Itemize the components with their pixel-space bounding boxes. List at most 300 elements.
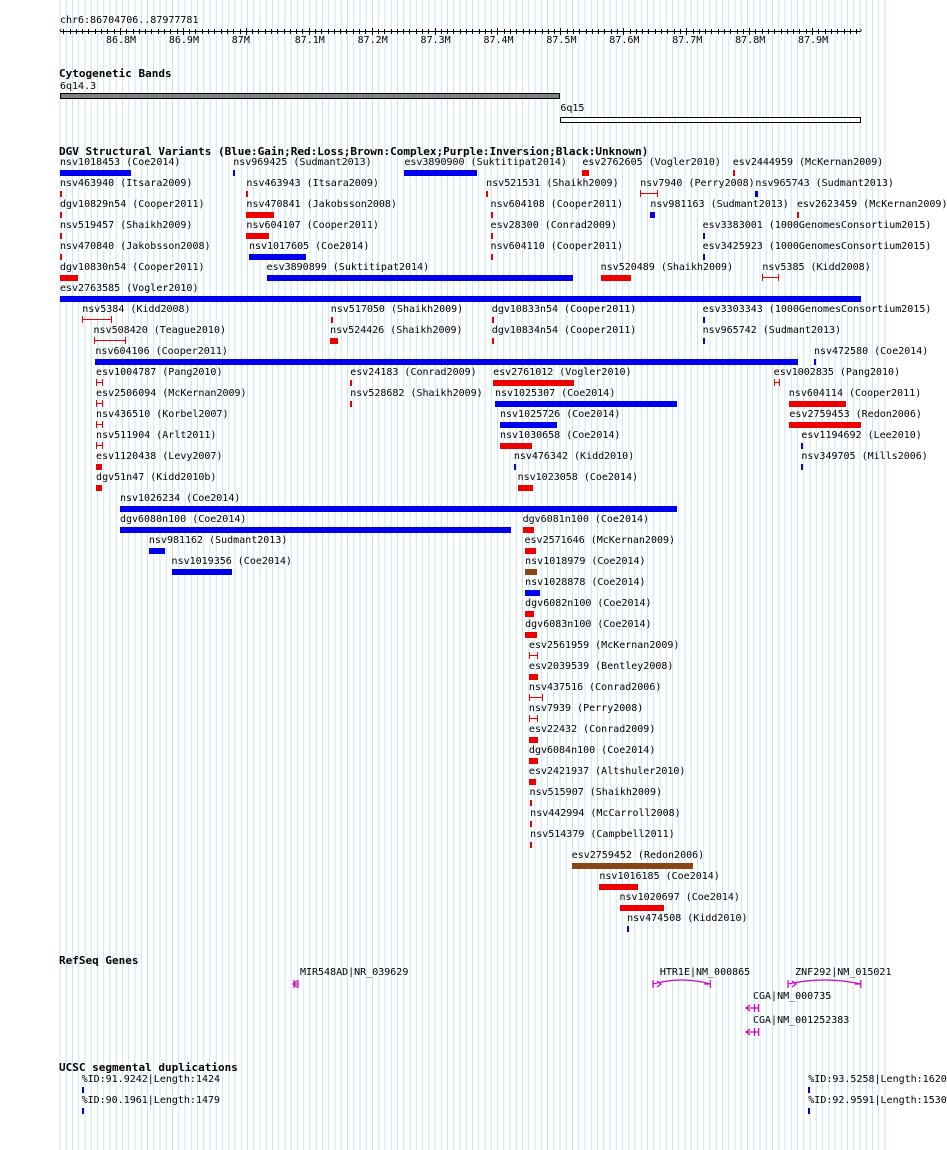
ruler-minor-tick (535, 29, 536, 34)
dgv-feature-label: nsv604107 (Cooper2011) (246, 220, 379, 231)
dgv-feature-label: nsv463943 (Itsara2009) (246, 178, 379, 189)
ruler-minor-tick (787, 29, 788, 34)
dgv-feature-loss[interactable] (789, 422, 861, 428)
dgv-feature-label: nsv470841 (Jakobsson2008) (246, 199, 397, 210)
ruler-minor-tick (189, 29, 190, 34)
dgv-feature-loss[interactable] (492, 317, 494, 323)
ruler-minor-tick (284, 29, 285, 34)
ruler-major-tick (435, 28, 436, 35)
refseq-gene-label: CGA|NM_001252383 (752, 1015, 850, 1026)
dgv-feature-label: dgv10834n54 (Cooper2011) (491, 325, 637, 336)
region-label: chr6:86704706..87977781 (60, 15, 199, 26)
dgv-feature-label: esv3303343 (1000GenomesConsortium2015) (702, 304, 932, 315)
dgv-feature-label: nsv604106 (Cooper2011) (95, 346, 228, 357)
dgv-feature-label: esv2506094 (McKernan2009) (96, 388, 247, 399)
ruler-minor-tick (139, 29, 140, 34)
dgv-feature-loss[interactable] (492, 338, 494, 344)
ruler-minor-tick (479, 29, 480, 34)
dgv-feature-loss[interactable] (350, 380, 352, 386)
dgv-feature-label: nsv1017605 (Coe2014) (248, 241, 370, 252)
dgv-feature-loss[interactable] (620, 905, 664, 911)
dgv-feature-loss[interactable] (60, 233, 62, 239)
dgv-feature-label: nsv1019356 (Coe2014) (171, 556, 292, 567)
ruler-minor-tick (466, 29, 467, 34)
ruler-minor-tick (214, 29, 215, 34)
dgv-feature-gain[interactable] (404, 170, 476, 176)
dgv-feature-gain[interactable] (525, 590, 540, 596)
ruler-minor-tick (277, 29, 278, 34)
dgv-feature-gain[interactable] (60, 170, 131, 176)
ruler-minor-tick (164, 29, 165, 34)
dgv-feature-loss[interactable] (529, 674, 538, 680)
dgv-feature-gain[interactable] (627, 926, 629, 932)
ruler-minor-tick (302, 29, 303, 34)
dgv-feature-label: nsv1025307 (Coe2014) (494, 388, 616, 399)
dgv-feature-gain[interactable] (703, 338, 705, 344)
dgv-feature-label: esv2561959 (McKernan2009) (528, 640, 680, 651)
refseq-gene-label: HTR1E|NM_000865 (659, 967, 751, 978)
ruler-minor-tick (70, 29, 71, 34)
dgv-feature-label: nsv1026234 (Coe2014) (119, 493, 241, 504)
dgv-feature-gain[interactable] (500, 422, 557, 428)
ruler-major-tick (120, 28, 121, 35)
refseq-gene-label: CGA|NM_000735 (752, 991, 832, 1002)
dgv-feature-gain[interactable] (703, 317, 705, 323)
dgv-feature-label: esv2759452 (Redon2006) (571, 850, 705, 861)
dgv-feature-loss[interactable] (246, 212, 274, 218)
dgv-feature-label: nsv463940 (Itsara2009) (60, 178, 193, 189)
dgv-feature-loss[interactable] (529, 737, 538, 743)
dgv-feature-label: nsv7939 (Perry2008) (528, 703, 644, 714)
ruler-minor-tick (604, 29, 605, 34)
ruler-minor-tick (718, 29, 719, 34)
segdup-label: %ID:90.1961|Length:1479 (81, 1095, 221, 1106)
dgv-feature-label: nsv965743 (Sudmant2013) (755, 178, 894, 189)
ruler-minor-tick (762, 29, 763, 34)
dgv-feature-loss[interactable] (96, 421, 103, 428)
ruler-tick-label: 86.9M (168, 35, 199, 46)
dgv-feature-label: dgv10830n54 (Cooper2011) (60, 262, 205, 273)
ruler-minor-tick (158, 29, 159, 34)
dgv-feature-label: nsv519457 (Shaikh2009) (60, 220, 193, 231)
ruler-minor-tick (768, 29, 769, 34)
dgv-feature-loss[interactable] (246, 233, 269, 239)
segdup-feature[interactable] (82, 1108, 84, 1114)
ruler-left-arrow: ‹ (58, 26, 64, 36)
ruler-minor-tick (850, 29, 851, 34)
dgv-feature-label: nsv508420 (Teague2010) (93, 325, 226, 336)
dgv-feature-gain[interactable] (814, 359, 816, 365)
ruler-minor-tick (359, 29, 360, 34)
ruler-minor-tick (88, 29, 89, 34)
ruler-minor-tick (743, 29, 744, 34)
ruler-major-tick (686, 28, 687, 35)
ruler-minor-tick (837, 29, 838, 34)
dgv-feature-loss[interactable] (518, 485, 534, 491)
ruler-minor-tick (611, 29, 612, 34)
ruler-minor-tick (195, 29, 196, 34)
track-title-segdups: UCSC segmental duplications (59, 1061, 238, 1074)
dgv-feature-label: nsv436510 (Korbel2007) (96, 409, 229, 420)
dgv-feature-label: dgv6084n100 (Coe2014) (528, 745, 656, 756)
dgv-feature-loss[interactable] (491, 212, 493, 218)
cytoband-label: 6q14.3 (60, 81, 97, 92)
ruler-major-tick (749, 28, 750, 35)
ruler-tick-label: 87.8M (735, 35, 766, 46)
ruler-minor-tick (799, 29, 800, 34)
ruler-minor-tick (353, 29, 354, 34)
dgv-feature-loss[interactable] (523, 527, 534, 533)
ruler-minor-tick (384, 29, 385, 34)
dgv-feature-label: nsv515907 (Shaikh2009) (529, 787, 662, 798)
ruler-minor-tick (441, 29, 442, 34)
dgv-feature-label: nsv1018453 (Coe2014) (60, 157, 181, 168)
ruler-minor-tick (699, 29, 700, 34)
dgv-feature-gain[interactable] (172, 569, 232, 575)
ruler-minor-tick (730, 29, 731, 34)
dgv-feature-label: esv3890899 (Suktitipat2014) (266, 262, 430, 273)
dgv-feature-label: esv3890900 (Suktitipat2014) (404, 157, 567, 168)
ruler-tick-label: 87.6M (609, 35, 640, 46)
ruler-tick-label: 87.5M (546, 35, 577, 46)
dgv-feature-loss[interactable] (733, 170, 735, 176)
dgv-feature-loss[interactable] (96, 379, 103, 386)
dgv-feature-loss[interactable] (762, 274, 779, 281)
dgv-feature-label: nsv470840 (Jakobsson2008) (60, 241, 211, 252)
gene-model-ZNF292[interactable] (786, 978, 863, 990)
ruler-minor-tick (447, 29, 448, 34)
dgv-feature-gain[interactable] (703, 254, 705, 260)
ruler-minor-tick (290, 29, 291, 34)
segdup-feature[interactable] (82, 1087, 84, 1093)
ruler-minor-tick (346, 29, 347, 34)
dgv-feature-loss[interactable] (330, 338, 338, 344)
dgv-feature-label: esv2039539 (Bentley2008) (528, 661, 674, 672)
dgv-feature-complex[interactable] (525, 569, 537, 575)
ruler-minor-tick (674, 29, 675, 34)
ruler-tick-label: 87.9M (798, 35, 829, 46)
ruler-major-tick (372, 28, 373, 35)
dgv-feature-label: nsv521531 (Shaikh2009) (486, 178, 619, 189)
ruler-tick-label: 87.4M (483, 35, 514, 46)
ruler-minor-tick (548, 29, 549, 34)
ruler-major-tick (623, 28, 624, 35)
ruler-minor-tick (630, 29, 631, 34)
dgv-feature-loss[interactable] (96, 485, 102, 491)
ruler-minor-tick (378, 29, 379, 34)
dgv-feature-label: esv28300 (Conrad2009) (490, 220, 617, 231)
ruler-minor-tick (586, 29, 587, 34)
ruler-minor-tick (485, 29, 486, 34)
ruler-minor-tick (271, 29, 272, 34)
dgv-feature-gain[interactable] (703, 233, 705, 239)
dgv-feature-loss[interactable] (525, 611, 534, 617)
dgv-feature-label: dgv6083n100 (Coe2014) (525, 619, 652, 630)
dgv-feature-loss[interactable] (601, 275, 632, 281)
dgv-feature-loss[interactable] (797, 212, 799, 218)
ruler-minor-tick (844, 29, 845, 34)
dgv-feature-label: nsv1020697 (Coe2014) (619, 892, 740, 903)
dgv-feature-label: nsv5385 (Kidd2008) (762, 262, 871, 273)
ruler-minor-tick (227, 29, 228, 34)
dgv-feature-label: esv2421937 (Altshuler2010) (528, 766, 686, 777)
ruler-minor-tick (806, 29, 807, 34)
dgv-feature-loss[interactable] (530, 800, 532, 806)
dgv-feature-label: esv2761012 (Vogler2010) (493, 367, 632, 378)
dgv-feature-label: nsv965742 (Sudmant2013) (702, 325, 842, 336)
dgv-feature-label: esv1004787 (Pang2010) (96, 367, 223, 378)
dgv-feature-gain[interactable] (267, 275, 573, 281)
dgv-feature-label: esv1120438 (Levy2007) (96, 451, 223, 462)
ruler-minor-tick (240, 29, 241, 34)
dgv-feature-loss[interactable] (789, 401, 846, 407)
dgv-feature-loss[interactable] (486, 191, 488, 197)
ruler-minor-tick (648, 29, 649, 34)
ruler-minor-tick (655, 29, 656, 34)
dgv-feature-label: esv2763585 (Vogler2010) (60, 283, 199, 294)
ruler-minor-tick (95, 29, 96, 34)
dgv-feature-loss[interactable] (94, 337, 127, 344)
ruler-minor-tick (321, 29, 322, 34)
ruler-minor-tick (642, 29, 643, 34)
dgv-feature-label: nsv5384 (Kidd2008) (82, 304, 191, 315)
dgv-feature-loss[interactable] (640, 190, 658, 197)
ruler-minor-tick (711, 29, 712, 34)
dgv-feature-label: esv24183 (Conrad2009) (350, 367, 477, 378)
dgv-feature-gain[interactable] (249, 254, 306, 260)
dgv-feature-label: nsv7940 (Perry2008) (640, 178, 755, 189)
ruler-minor-tick (252, 29, 253, 34)
track-title-dgv: DGV Structural Variants (Blue:Gain;Red:Loss;Brown:Complex;Purple:Inversion;Black:Unknown) (59, 145, 649, 158)
dgv-feature-label: nsv604110 (Cooper2011) (490, 241, 623, 252)
dgv-feature-label: esv3383001 (1000GenomesConsortium2015) (702, 220, 932, 231)
dgv-feature-label: dgv10829n54 (Cooper2011) (60, 199, 205, 210)
gene-model-HTR1E[interactable] (651, 978, 712, 990)
dgv-feature-label: nsv349705 (Mills2006) (801, 451, 928, 462)
ruler-minor-tick (680, 29, 681, 34)
dgv-feature-label: nsv514379 (Campbell2011) (530, 829, 675, 840)
dgv-feature-loss[interactable] (350, 401, 352, 407)
dgv-feature-loss[interactable] (493, 380, 574, 386)
dgv-feature-loss[interactable] (774, 379, 780, 386)
dgv-feature-loss[interactable] (491, 254, 493, 260)
ruler-minor-tick (598, 29, 599, 34)
ruler-minor-tick (233, 29, 234, 34)
dgv-feature-label: nsv1018979 (Coe2014) (525, 556, 646, 567)
dgv-feature-label: dgv51n47 (Kidd2010b) (96, 472, 217, 483)
ruler-minor-tick (579, 29, 580, 34)
ruler-minor-tick (491, 29, 492, 34)
ruler-minor-tick (472, 29, 473, 34)
dgv-feature-loss[interactable] (599, 884, 638, 890)
ruler-minor-tick (265, 29, 266, 34)
ruler-minor-tick (542, 29, 543, 34)
dgv-feature-label: nsv524426 (Shaikh2009) (330, 325, 463, 336)
dgv-feature-loss[interactable] (96, 464, 102, 470)
ruler-major-tick (560, 28, 561, 35)
ruler-minor-tick (523, 29, 524, 34)
dgv-feature-loss[interactable] (60, 191, 62, 197)
dgv-feature-loss[interactable] (491, 233, 493, 239)
dgv-feature-label: dgv6081n100 (Coe2014) (522, 514, 650, 525)
dgv-feature-loss[interactable] (60, 254, 62, 260)
ruler-minor-tick (315, 29, 316, 34)
dgv-feature-gain[interactable] (149, 548, 165, 554)
dgv-feature-label: dgv6080n100 (Coe2014) (119, 514, 247, 525)
dgv-feature-label: nsv442994 (McCarroll2008) (530, 808, 681, 819)
refseq-gene-label: ZNF292|NM_015021 (795, 967, 892, 978)
ruler-minor-tick (453, 29, 454, 34)
dgv-feature-loss[interactable] (525, 548, 537, 554)
ruler-minor-tick (617, 29, 618, 34)
ruler-minor-tick (416, 29, 417, 34)
ruler-minor-tick (693, 29, 694, 34)
dgv-feature-loss[interactable] (60, 275, 78, 281)
dgv-feature-loss[interactable] (331, 317, 333, 323)
dgv-feature-gain[interactable] (120, 527, 511, 533)
ruler-tick-label: 87.1M (294, 35, 325, 46)
ruler-minor-tick (170, 29, 171, 34)
ruler-minor-tick (208, 29, 209, 34)
dgv-feature-label: nsv981163 (Sudmant2013) (650, 199, 789, 210)
ruler-minor-tick (705, 29, 706, 34)
ruler-minor-tick (114, 29, 115, 34)
dgv-feature-loss[interactable] (246, 191, 248, 197)
ruler-minor-tick (661, 29, 662, 34)
ruler-tick-label: 87.7M (672, 35, 703, 46)
ruler-minor-tick (397, 29, 398, 34)
ruler-minor-tick (636, 29, 637, 34)
ruler-minor-tick (202, 29, 203, 34)
segdup-feature[interactable] (808, 1108, 810, 1114)
dgv-feature-loss[interactable] (500, 443, 532, 449)
ruler-minor-tick (101, 29, 102, 34)
dgv-feature-label: nsv1016185 (Coe2014) (599, 871, 720, 882)
ruler-minor-tick (667, 29, 668, 34)
ruler-minor-tick (145, 29, 146, 34)
ruler-minor-tick (825, 29, 826, 34)
dgv-feature-gain[interactable] (120, 506, 677, 512)
ruler-minor-tick (391, 29, 392, 34)
dgv-feature-gain[interactable] (233, 170, 235, 176)
cytoband-6q14.3[interactable] (60, 93, 560, 99)
ruler-minor-tick (818, 29, 819, 34)
dgv-feature-loss[interactable] (96, 400, 103, 407)
dgv-feature-loss[interactable] (529, 779, 537, 785)
dgv-feature-gain[interactable] (60, 296, 861, 302)
ruler-major-tick (183, 28, 184, 35)
ruler-minor-tick (554, 29, 555, 34)
dgv-feature-loss[interactable] (525, 632, 537, 638)
segdup-label: %ID:92.9591|Length:1530 (808, 1095, 947, 1106)
ruler-minor-tick (126, 29, 127, 34)
dgv-feature-gain[interactable] (95, 359, 797, 365)
dgv-feature-label: esv2762605 (Vogler2010) (582, 157, 721, 168)
ruler-minor-tick (133, 29, 134, 34)
dgv-feature-gain[interactable] (514, 464, 516, 470)
dgv-feature-label: dgv10833n54 (Cooper2011) (491, 304, 637, 315)
dgv-feature-label: nsv1030658 (Coe2014) (499, 430, 621, 441)
ruler-minor-tick (460, 29, 461, 34)
ruler-minor-tick (516, 29, 517, 34)
ruler-minor-tick (76, 29, 77, 34)
dgv-feature-loss[interactable] (582, 170, 588, 176)
gene-model-MIR548AD[interactable] (291, 978, 300, 990)
dgv-feature-gain[interactable] (755, 191, 758, 197)
dgv-feature-loss[interactable] (530, 842, 532, 848)
ruler-right-arrow: › (858, 26, 864, 36)
segdup-label: %ID:91.9242|Length:1424 (81, 1074, 221, 1085)
ruler-minor-tick (573, 29, 574, 34)
ruler-tick-label: 87M (231, 35, 250, 46)
ruler-minor-tick (107, 29, 108, 34)
dgv-feature-gain[interactable] (650, 212, 655, 218)
gene-model-CGA[interactable] (744, 1026, 761, 1038)
dgv-feature-label: nsv604108 (Cooper2011) (490, 199, 623, 210)
dgv-feature-gain[interactable] (495, 401, 677, 407)
ruler-minor-tick (504, 29, 505, 34)
dgv-feature-label: esv2623459 (McKernan2009) (796, 199, 947, 210)
ruler-minor-tick (856, 29, 857, 34)
dgv-feature-label: esv2571646 (McKernan2009) (524, 535, 676, 546)
dgv-feature-loss[interactable] (60, 212, 62, 218)
refseq-gene-label: MIR548AD|NR_039629 (299, 967, 409, 978)
ruler-tick-label: 87.3M (420, 35, 451, 46)
ruler-minor-tick (567, 29, 568, 34)
ruler-minor-tick (831, 29, 832, 34)
ruler-major-tick (497, 28, 498, 35)
dgv-feature-label: nsv604114 (Cooper2011) (788, 388, 922, 399)
ruler-minor-tick (296, 29, 297, 34)
cytoband-6q15[interactable] (560, 117, 861, 123)
dgv-feature-loss[interactable] (529, 758, 538, 764)
ruler-minor-tick (221, 29, 222, 34)
ruler-minor-tick (409, 29, 410, 34)
dgv-feature-gain[interactable] (801, 443, 803, 449)
dgv-feature-loss[interactable] (96, 442, 103, 449)
dgv-feature-loss[interactable] (530, 821, 532, 827)
track-title-refseq: RefSeq Genes (59, 954, 139, 967)
gene-model-CGA[interactable] (744, 1002, 761, 1014)
dgv-feature-loss[interactable] (82, 316, 112, 323)
ruler-minor-tick (781, 29, 782, 34)
dgv-feature-label: esv1002835 (Pang2010) (773, 367, 901, 378)
segdup-feature[interactable] (808, 1087, 810, 1093)
dgv-feature-label: nsv981162 (Sudmant2013) (148, 535, 288, 546)
ruler-minor-tick (151, 29, 152, 34)
ruler-minor-tick (63, 29, 64, 34)
dgv-feature-gain[interactable] (801, 464, 803, 470)
dgv-feature-label: nsv528682 (Shaikh2009) (350, 388, 483, 399)
dgv-feature-loss[interactable] (529, 694, 543, 701)
dgv-feature-label: nsv511904 (Arlt2011) (96, 430, 217, 441)
dgv-feature-label: nsv472580 (Coe2014) (813, 346, 929, 357)
ruler-minor-tick (428, 29, 429, 34)
dgv-feature-loss[interactable] (529, 652, 538, 659)
segdup-label: %ID:93.5258|Length:1620 (808, 1074, 947, 1085)
dgv-feature-loss[interactable] (529, 715, 538, 722)
dgv-feature-label: esv1194692 (Lee2010) (801, 430, 922, 441)
dgv-feature-label: nsv517050 (Shaikh2009) (330, 304, 464, 315)
dgv-feature-complex[interactable] (572, 863, 693, 869)
dgv-feature-label: esv2759453 (Redon2006) (789, 409, 922, 420)
ruler-minor-tick (328, 29, 329, 34)
ruler-minor-tick (422, 29, 423, 34)
ruler-major-tick (812, 28, 813, 35)
dgv-feature-label: esv22432 (Conrad2009) (528, 724, 656, 735)
ruler-tick-label: 87.2M (357, 35, 388, 46)
dgv-feature-label: esv2444959 (McKernan2009) (732, 157, 884, 168)
